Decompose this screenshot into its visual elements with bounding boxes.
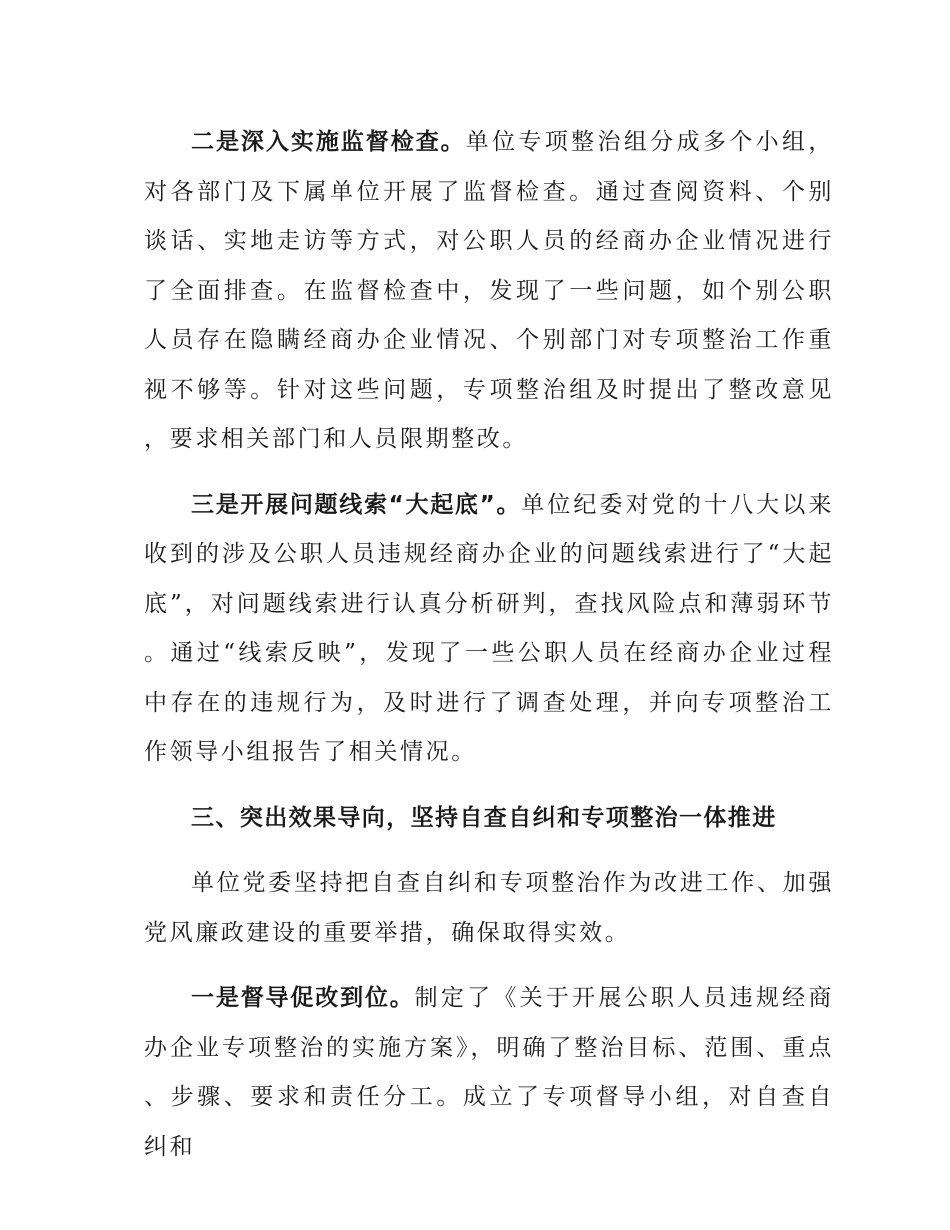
paragraph-lead: 三是开展问题线索“大起底”。 bbox=[191, 491, 522, 518]
document-page bbox=[144, 118, 834, 1188]
paragraph-body: 单位专项整治组分成多个小组，对各部门及下属单位开展了监督检查。通过查阅资料、个别谈话、实地走访等方式，对公职人员的经商办企业情况进行了全面排查。在监督检查中，发现了一些问题，如个别公职人员存在隐瞒经商办企业情况、个别部门对专项整治工作重视不够等。针对这些问题，专项整治组及时提出了整改意见，要求相关部门和人员限期整改。 bbox=[144, 129, 835, 452]
paragraph-supervise-rectify bbox=[144, 974, 834, 1172]
paragraph-body: 制定了《关于开展公职人员违规经商办企业专项整治的实施方案》，明确了整治目标、范围、重点、步骤、要求和责任分工。成立了专项督导小组，对自查自纠和 bbox=[144, 985, 834, 1160]
paragraph-lead: 一是督导促改到位。 bbox=[191, 985, 415, 1011]
paragraph-clue-review bbox=[144, 481, 834, 778]
paragraph-supervision bbox=[144, 118, 834, 465]
paragraph-lead: 二是深入实施监督检查。 bbox=[191, 129, 466, 155]
section-heading: 三、突出效果导向，坚持自查自纠和专项整治一体推进 bbox=[191, 804, 777, 831]
paragraph-intro: 单位党委坚持把自查自纠和专项整治作为改进工作、加强党风廉政建设的重要举措，确保取得实效。 bbox=[144, 870, 834, 946]
paragraph-body: 单位纪委对党的十八大以来收到的涉及公职人员违规经商办企业的问题线索进行了“大起底”，对问题线索进行认真分析研判，查找风险点和薄弱环节。通过“线索反映”，发现了一些公职人员在经商办企业过程中存在的违规行为，及时进行了调查处理，并向专项整治工作领导小组报告了相关情况。 bbox=[144, 491, 834, 765]
